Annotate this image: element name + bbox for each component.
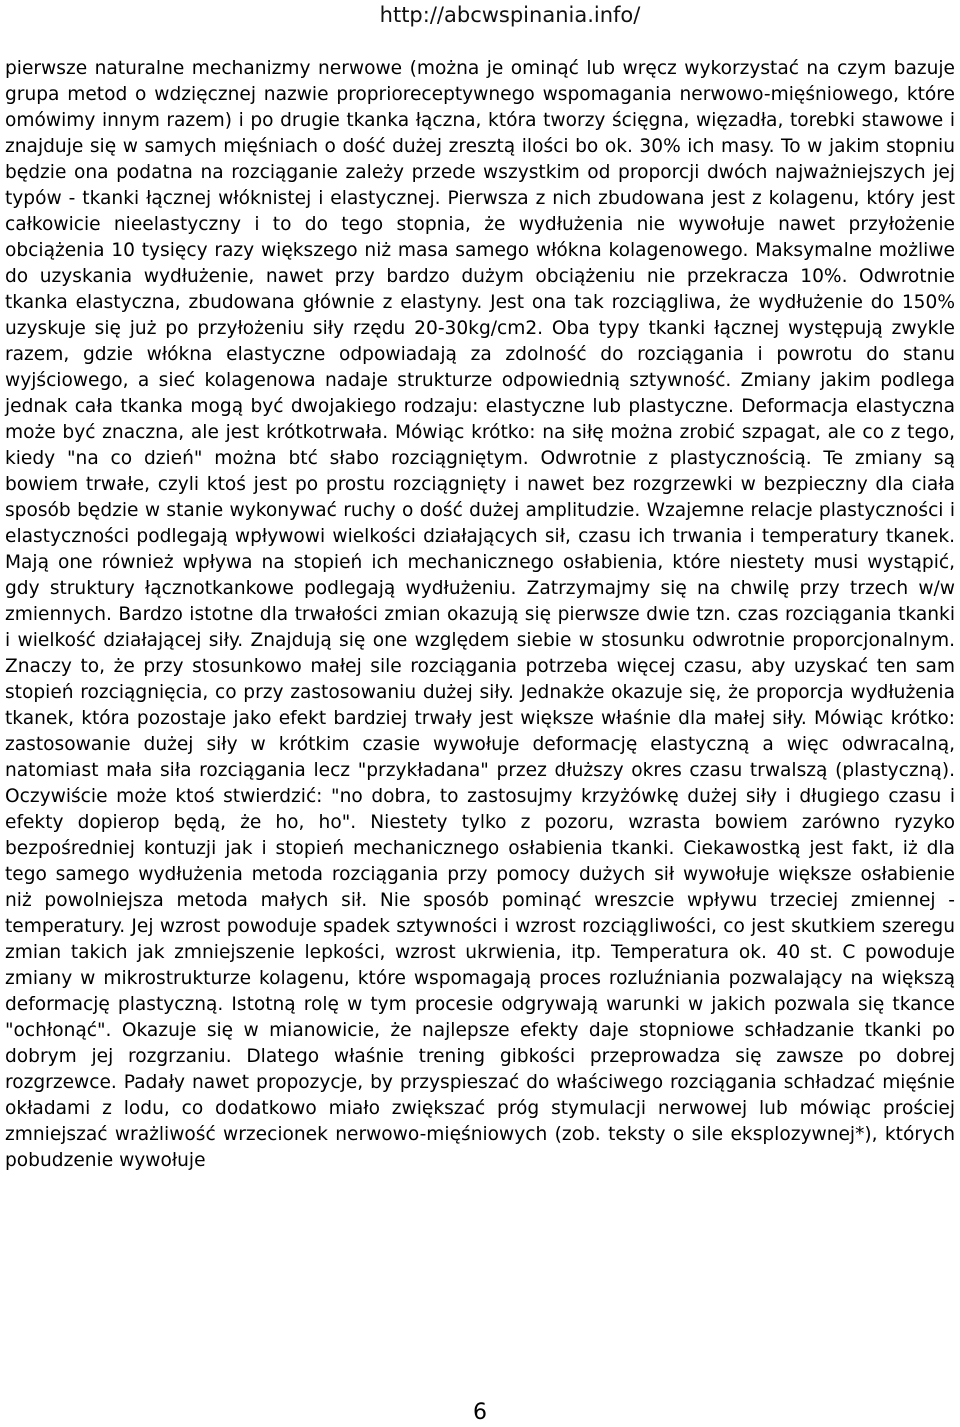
page-number: 6: [473, 1400, 487, 1425]
header-url: http://abcwspinania.info/: [379, 3, 641, 27]
body-text: pierwsze naturalne mechanizmy nerwowe (można je ominąć lub wręcz wykorzystać na czym bazuje grupa metod o wdzięcznej nazwie proprioreceptywnego wspomagania nerwowo-mięśniowego, które omówimy innym razem) i po drugie tkanka łączna, która tworzy ścięgna, więzadła, torebki stawowe i znajduje się w samych mięśniach o dość dużej zresztą ilości bo ok. 30% ich masy. To w jakim stopniu będzie ona podatna na rozciąganie zależy przede wszystkim od proporcji dwóch najważniejszych jej typów - tkanki łącznej włóknistej i elastycznej. Pierwsza z nich zbudowana jest z kolagenu, który jest całkowicie nieelastyczny i to do tego stopnia, że wydłużenia nie wywołuje nawet przyłożenie obciążenia 10 tysięcy razy większego niż masa samego włókna kolagenowego. Maksymalne możliwe do uzyskania wydłużenie, nawet przy bardzo dużym obciążeniu nie przekracza 10%. Odwrotnie tkanka elastyczna, zbudowana głównie z elastyny. Jest ona tak rozciągliwa, że wydłużenie do 150% uzyskuje się już po przyłożeniu siły rzędu 20-30kg/cm2. Oba typy tkanki łącznej występują zwykle razem, gdzie włókna elastyczne odpowiadają za zdolność do rozciągania i powrotu do stanu wyjściowego, a sieć kolagenowa nadaje strukturze odpowiednią sztywność. Zmiany jakim podlega jednak cała tkanka mogą być dwojakiego rodzaju: elastyczne lub plastyczne. Deformacja elastyczna może być znaczna, ale jest krótkotrwała. Mówiąc krótko: na siłę można zrobić szpagat, ale co z tego, kiedy "na co dzień" można btć słabo rozciągniętym. Odwrotnie z plastycznością. Te zmiany są bowiem trwałe, czyli ktoś jest po prostu rozciągnięty i nawet bez rozgrzewki w bezpieczny dla ciała sposób będzie w stanie wykonywać ruchy o dość dużej amplitudzie. Wzajemne relacje plastyczności i elastyczności podlegają wpływowi wielkości działających sił, czasu ich trwania i temperatury tkanek. Mają one również wpływa na stopień ich mechanicznego osłabienia, które niestety musi wystąpić, gdy struktury łącznotkankowe podlegają wydłużeniu. Zatrzymajmy się na chwilę przy trzech w/w zmiennych. Bardzo istotne dla trwałości zmian okazują się pierwsze dwie tzn. czas rozciągania tkanki i wielkość działającej siły. Znajdują się one względem siebie w stosunku odwrotnie proporcjonalnym. Znaczy to, że przy stosunkowo małej sile rozciągania potrzeba więcej czasu, aby uzyskać ten sam stopień rozciągnięcia, co przy zastosowaniu dużej siły. Jednakże okazuje się, że proporcja wydłużenia tkanek, która pozostaje jako efekt bardziej trwały jest większe właśnie dla małej siły. Mówiąc krótko: zastosowanie dużej siły w krótkim czasie wywołuje deformację elastyczną a więc odwracalną, natomiast mała siła rozciągania lecz "przykładana" przez dłuższy okres czasu trwalszą (plastyczną). Oczywiście może ktoś stwierdzić: "no dobra, to zastosujmy krzyżówkę dużej siły i długiego czasu i efekty dopierop będą, że ho, ho". Niestety tylko z pozoru, wzrasta bowiem zarówno ryzyko bezpośredniej kontuzji jak i stopień mechanicznego osłabienia tkanki. Ciekawostką jest fakt, iż dla tego samego wydłużenia metoda rozciągania przy pomocy dużych sił wywołuje większe osłabienie niż powolniejsza metoda małych sił. Nie sposób pominąć wreszcie wpływu trzeciej zmiennej - temperatury. Jej wzrost powoduje spadek sztywności i wzrost rozciągliwości, co jest skutkiem szeregu zmian takich jak zmniejszenie lepkości, wzrost ukrwienia, itp. Temperatura ok. 40 st. C powoduje zmiany w mikrostrukturze kolagenu, które wspomagają proces rozluźniania pozwalający na większą deformację plastyczną. Istotną rolę w tym procesie odgrywają warunki w jakich pozwala się tkance "ochłonąć". Okazuje się w mianowicie, że najlepsze efekty daje stopniowe schładzanie tkanki po dobrym jej rozgrzaniu. Dlatego właśnie trening gibkości przeprowadza się zawsze po dobrej rozgrzewce. Padały nawet propozycje, by przyspieszać do właściwego rozciągania schładzać mięśnie okładami z lodu, co dodatkowo miało zwiększać próg stymulacji nerwowej lub mówiąc prościej zmniejszać wrażliwość wrzecionek nerwowo-mięśniowych (zob. teksty o sile eksplozywnej*), których pobudzenie wywołuje: [5, 58, 955, 1171]
